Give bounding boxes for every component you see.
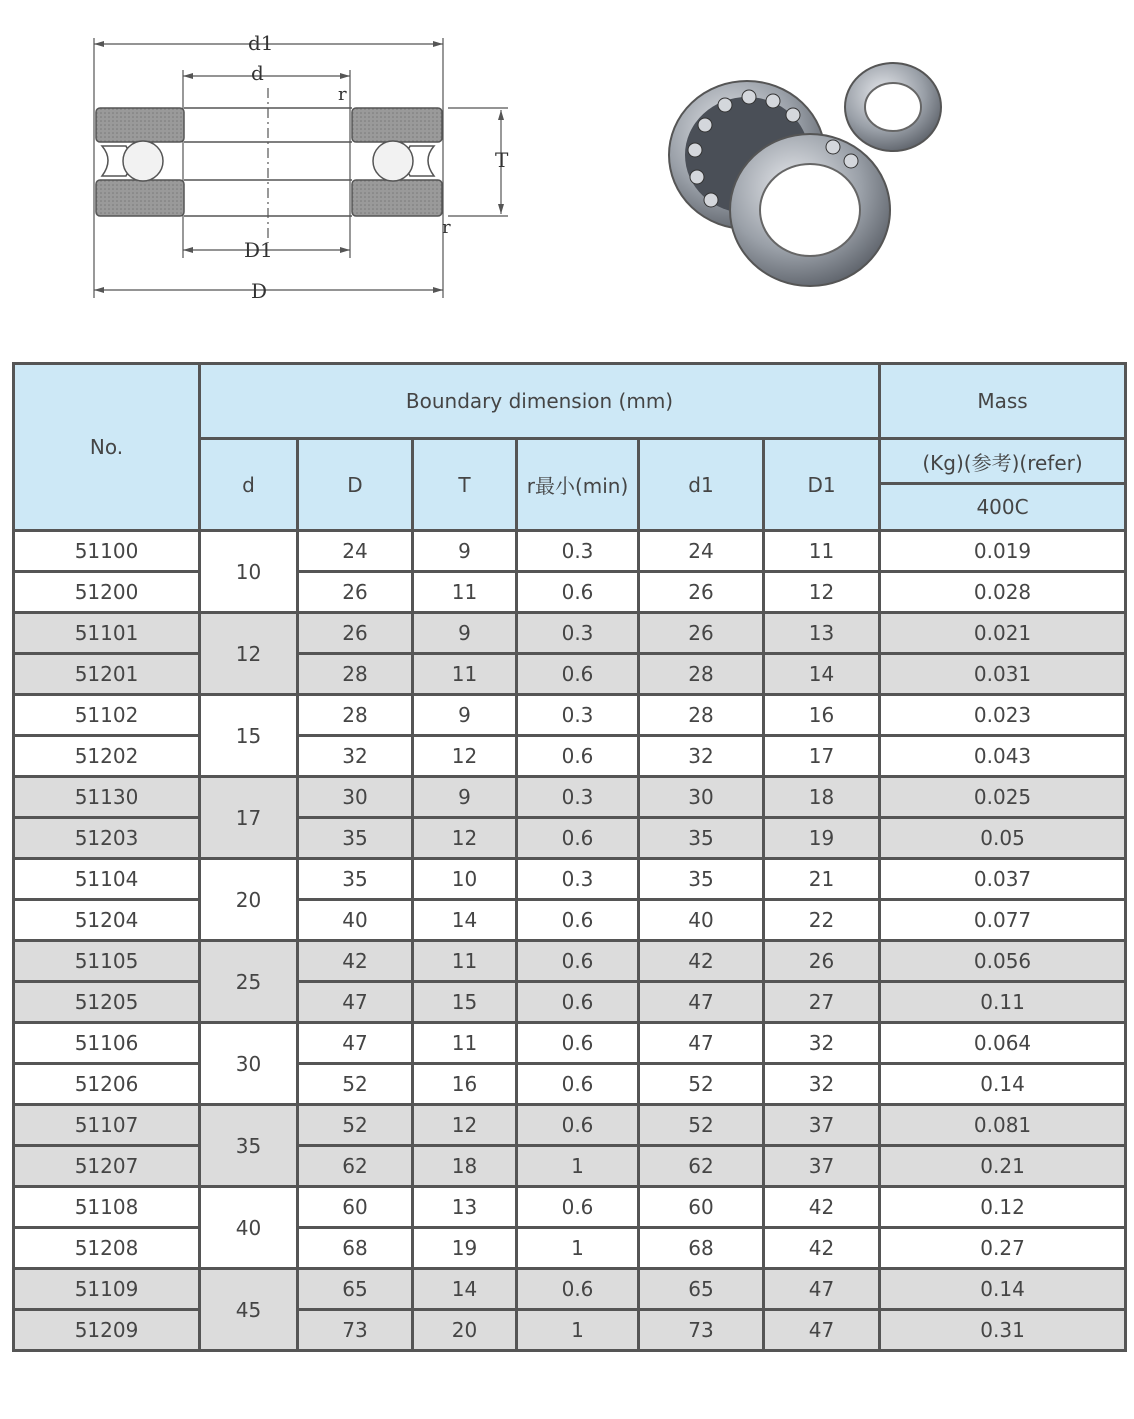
cell-no: 51100 [14, 531, 200, 572]
label-T: T [495, 148, 509, 172]
cell-r: 1 [517, 1146, 639, 1187]
header-boundary-dimension: Boundary dimension (mm) [200, 364, 880, 439]
cell-D1: 22 [764, 900, 880, 941]
cell-r: 1 [517, 1310, 639, 1351]
cell-T: 13 [413, 1187, 517, 1228]
cell-r: 0.6 [517, 1023, 639, 1064]
cell-r: 0.6 [517, 1105, 639, 1146]
cell-d1: 35 [639, 859, 764, 900]
cell-mass: 0.11 [880, 982, 1126, 1023]
label-r-bottom: r [442, 217, 451, 238]
cell-d1: 60 [639, 1187, 764, 1228]
cell-d: 40 [200, 1187, 298, 1269]
cell-d: 45 [200, 1269, 298, 1351]
cell-D: 28 [298, 654, 413, 695]
cell-r: 0.3 [517, 859, 639, 900]
table-row [14, 572, 1126, 613]
cell-D: 52 [298, 1105, 413, 1146]
cell-mass: 0.021 [880, 613, 1126, 654]
cell-D: 42 [298, 941, 413, 982]
table-row [14, 1228, 1126, 1269]
cell-D1: 47 [764, 1269, 880, 1310]
cell-d1: 30 [639, 777, 764, 818]
cell-T: 11 [413, 1023, 517, 1064]
cell-no: 51205 [14, 982, 200, 1023]
cell-mass: 0.27 [880, 1228, 1126, 1269]
cell-no: 51106 [14, 1023, 200, 1064]
table-row [14, 1310, 1126, 1351]
cell-no: 51107 [14, 1105, 200, 1146]
cell-r: 0.6 [517, 900, 639, 941]
cell-D1: 11 [764, 531, 880, 572]
cell-no: 51200 [14, 572, 200, 613]
cell-no: 51202 [14, 736, 200, 777]
cell-d: 25 [200, 941, 298, 1023]
cell-D: 30 [298, 777, 413, 818]
cell-T: 12 [413, 818, 517, 859]
cell-D: 73 [298, 1310, 413, 1351]
cell-T: 19 [413, 1228, 517, 1269]
cell-no: 51105 [14, 941, 200, 982]
cell-D: 65 [298, 1269, 413, 1310]
cell-T: 9 [413, 613, 517, 654]
header-mass-unit: (Kg)(参考)(refer) [880, 439, 1126, 484]
cell-D: 28 [298, 695, 413, 736]
cell-D1: 27 [764, 982, 880, 1023]
cell-mass: 0.031 [880, 654, 1126, 695]
cell-d: 15 [200, 695, 298, 777]
cell-no: 51102 [14, 695, 200, 736]
table-row [14, 613, 1126, 654]
table-row [14, 777, 1126, 818]
cell-mass: 0.31 [880, 1310, 1126, 1351]
cell-mass: 0.025 [880, 777, 1126, 818]
cell-mass: 0.019 [880, 531, 1126, 572]
header-col-r: r最小(min) [517, 439, 639, 531]
label-d1: d1 [248, 31, 274, 55]
bearing-product-photo [665, 55, 950, 295]
header-mass-model: 400C [880, 484, 1126, 531]
cell-D1: 42 [764, 1228, 880, 1269]
cell-r: 0.3 [517, 695, 639, 736]
cell-d1: 24 [639, 531, 764, 572]
table-row [14, 1023, 1126, 1064]
cell-T: 9 [413, 777, 517, 818]
cell-D1: 47 [764, 1310, 880, 1351]
cell-mass: 0.028 [880, 572, 1126, 613]
cell-no: 51206 [14, 1064, 200, 1105]
table-row [14, 695, 1126, 736]
cell-r: 0.6 [517, 654, 639, 695]
cell-D1: 14 [764, 654, 880, 695]
cell-D1: 21 [764, 859, 880, 900]
cell-d1: 65 [639, 1269, 764, 1310]
cell-d: 30 [200, 1023, 298, 1105]
cell-T: 9 [413, 531, 517, 572]
cell-D1: 32 [764, 1064, 880, 1105]
cell-mass: 0.023 [880, 695, 1126, 736]
cell-D1: 19 [764, 818, 880, 859]
cell-d: 17 [200, 777, 298, 859]
cell-no: 51207 [14, 1146, 200, 1187]
cell-T: 11 [413, 654, 517, 695]
cell-D: 35 [298, 859, 413, 900]
table-row [14, 654, 1126, 695]
cell-T: 16 [413, 1064, 517, 1105]
cell-d1: 35 [639, 818, 764, 859]
cell-T: 15 [413, 982, 517, 1023]
table-row [14, 1146, 1126, 1187]
cell-r: 1 [517, 1228, 639, 1269]
header-col-d1: d1 [639, 439, 764, 531]
cell-T: 9 [413, 695, 517, 736]
bearing-spec-table [12, 362, 1127, 1352]
label-D: D [251, 279, 268, 303]
cell-r: 0.6 [517, 982, 639, 1023]
label-d: d [251, 61, 264, 85]
cell-r: 0.6 [517, 572, 639, 613]
cell-D: 32 [298, 736, 413, 777]
table-row [14, 941, 1126, 982]
cell-D: 68 [298, 1228, 413, 1269]
cell-d1: 32 [639, 736, 764, 777]
cell-r: 0.6 [517, 1187, 639, 1228]
cell-D1: 26 [764, 941, 880, 982]
cell-no: 51201 [14, 654, 200, 695]
cell-mass: 0.064 [880, 1023, 1126, 1064]
header-mass: Mass [880, 364, 1126, 439]
cell-mass: 0.14 [880, 1064, 1126, 1105]
cell-r: 0.6 [517, 818, 639, 859]
cell-D: 60 [298, 1187, 413, 1228]
table-row [14, 1064, 1126, 1105]
cell-d: 35 [200, 1105, 298, 1187]
header-no: No. [14, 364, 200, 531]
cell-d1: 73 [639, 1310, 764, 1351]
cell-T: 12 [413, 736, 517, 777]
label-D1: D1 [244, 238, 273, 262]
cell-r: 0.6 [517, 941, 639, 982]
cell-d1: 40 [639, 900, 764, 941]
cell-no: 51104 [14, 859, 200, 900]
cell-D: 47 [298, 982, 413, 1023]
cell-mass: 0.043 [880, 736, 1126, 777]
cell-T: 10 [413, 859, 517, 900]
cell-d1: 62 [639, 1146, 764, 1187]
cell-D1: 42 [764, 1187, 880, 1228]
cell-r: 0.6 [517, 736, 639, 777]
cell-mass: 0.037 [880, 859, 1126, 900]
cell-mass: 0.12 [880, 1187, 1126, 1228]
cell-D1: 18 [764, 777, 880, 818]
cell-T: 20 [413, 1310, 517, 1351]
cell-T: 14 [413, 900, 517, 941]
cell-d1: 52 [639, 1105, 764, 1146]
cell-d1: 26 [639, 572, 764, 613]
table-row [14, 859, 1126, 900]
label-r-top: r [338, 84, 347, 105]
cell-d1: 28 [639, 695, 764, 736]
cell-d: 10 [200, 531, 298, 613]
cell-D1: 37 [764, 1146, 880, 1187]
table-row [14, 1269, 1126, 1310]
header-col-D: D [298, 439, 413, 531]
cell-no: 51203 [14, 818, 200, 859]
cell-T: 18 [413, 1146, 517, 1187]
cell-r: 0.3 [517, 777, 639, 818]
cell-d1: 26 [639, 613, 764, 654]
cell-D1: 16 [764, 695, 880, 736]
table-row [14, 531, 1126, 572]
cell-d1: 68 [639, 1228, 764, 1269]
cell-r: 0.3 [517, 531, 639, 572]
cell-T: 14 [413, 1269, 517, 1310]
cell-d: 12 [200, 613, 298, 695]
cell-mass: 0.081 [880, 1105, 1126, 1146]
header-col-d: d [200, 439, 298, 531]
table-row [14, 982, 1126, 1023]
cell-d: 20 [200, 859, 298, 941]
cell-D: 35 [298, 818, 413, 859]
cell-r: 0.6 [517, 1064, 639, 1105]
cell-T: 12 [413, 1105, 517, 1146]
cell-d1: 42 [639, 941, 764, 982]
cell-d1: 52 [639, 1064, 764, 1105]
cell-D: 26 [298, 613, 413, 654]
cell-mass: 0.14 [880, 1269, 1126, 1310]
cell-d1: 47 [639, 982, 764, 1023]
cell-D1: 17 [764, 736, 880, 777]
cell-no: 51109 [14, 1269, 200, 1310]
cell-D: 26 [298, 572, 413, 613]
cell-D: 62 [298, 1146, 413, 1187]
table-row [14, 818, 1126, 859]
cell-no: 51130 [14, 777, 200, 818]
table-row [14, 1187, 1126, 1228]
cell-D: 52 [298, 1064, 413, 1105]
cell-D: 40 [298, 900, 413, 941]
cell-d1: 28 [639, 654, 764, 695]
cell-D: 24 [298, 531, 413, 572]
cell-D1: 32 [764, 1023, 880, 1064]
cell-D1: 37 [764, 1105, 880, 1146]
cell-T: 11 [413, 572, 517, 613]
cell-r: 0.6 [517, 1269, 639, 1310]
cell-D1: 12 [764, 572, 880, 613]
cell-r: 0.3 [517, 613, 639, 654]
cell-no: 51108 [14, 1187, 200, 1228]
bearing-section-drawing [88, 28, 518, 313]
table-row [14, 736, 1126, 777]
cell-D: 47 [298, 1023, 413, 1064]
cell-no: 51101 [14, 613, 200, 654]
table-row [14, 1105, 1126, 1146]
cell-mass: 0.21 [880, 1146, 1126, 1187]
header-col-T: T [413, 439, 517, 531]
cell-mass: 0.05 [880, 818, 1126, 859]
table-row [14, 900, 1126, 941]
cell-mass: 0.077 [880, 900, 1126, 941]
cell-T: 11 [413, 941, 517, 982]
cell-mass: 0.056 [880, 941, 1126, 982]
header-col-D1: D1 [764, 439, 880, 531]
cell-D1: 13 [764, 613, 880, 654]
cell-d1: 47 [639, 1023, 764, 1064]
cell-no: 51209 [14, 1310, 200, 1351]
cell-no: 51208 [14, 1228, 200, 1269]
cell-no: 51204 [14, 900, 200, 941]
